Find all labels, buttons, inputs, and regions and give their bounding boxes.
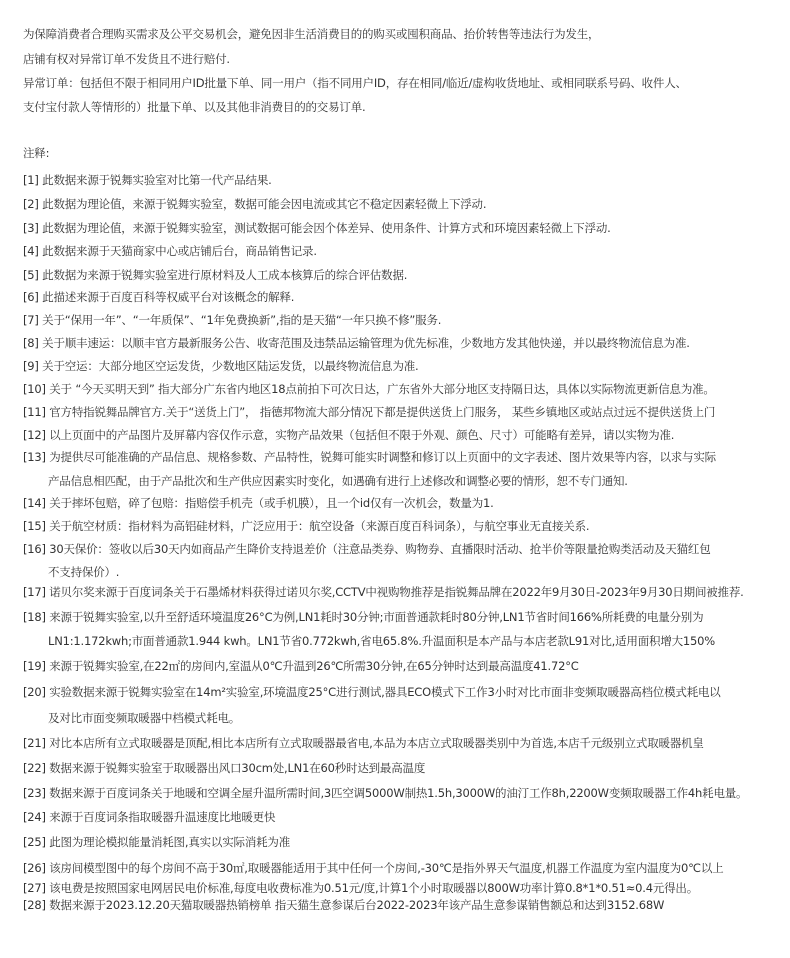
note-item: [14] 关于摔坏包赔，碎了包赔：指赔偿手机壳（或手机膜），且一个id仅有一次机会，数量为1.	[23, 496, 494, 510]
note-continuation: 及对比市面变频取暖器中档模式耗电。	[48, 711, 241, 725]
note-item: [12] 以上页面中的产品图片及屏幕内容仅作示意，实物产品效果（包括但不限于外观、颜色、尺寸）可能略有差异，请以实物为准.	[23, 428, 675, 442]
note-continuation: 不支持保价）.	[48, 565, 120, 579]
note-item: [10] 关于 “今天买明天到” 指大部分广东省内地区18点前拍下可次日达，广东省外大部分地区支持隔日达，具体以实际物流更新信息为准。	[23, 382, 715, 396]
note-item: [9] 关于空运：大部分地区空运发货，少数地区陆运发货，以最终物流信息为准.	[23, 359, 419, 373]
note-item: [13] 为提供尽可能准确的产品信息、规格参数、产品特性，锐舞可能实时调整和修订以上页面中的文字表述、图片效果等内容，以求与实际	[23, 450, 716, 464]
note-item: [23] 数据来源于百度词条关于地暖和空调全屋升温所需时间,3匹空调5000W制热1.5h,3000W的油汀工作8h,2200W变频取暖器工作4h耗电量。	[23, 786, 748, 800]
note-item: [22] 数据来源于锐舞实验室于取暖器出风口30cm处,LN1在60秒时达到最高温度	[23, 761, 426, 775]
note-item: [8] 关于顺丰速运：以顺丰官方最新服务公告、收寄范围及违禁品运输管理为优先标准，少数地方发其他快递，并以最终物流信息为准.	[23, 336, 690, 350]
note-item: [4] 此数据来源于天猫商家中心或店铺后台，商品销售记录.	[23, 244, 317, 258]
note-item: [26] 该房间模型图中的每个房间不高于30㎡,取暖器能适用于其中任何一个房间,-30℃是指外界天气温度,机器工作温度为室内温度为0℃以上	[23, 861, 724, 875]
note-item: [18] 来源于锐舞实验室,以升至舒适环境温度26°C为例,LN1耗时30分钟;市面普通款耗时80分钟,LN1节省时间166%所耗费的电量分别为	[23, 610, 704, 624]
intro-line: 异常订单：包括但不限于相同用户ID批量下单、同一用户（指不同用户ID，存在相同/临近/虚构收货地址、或相同联系号码、收件人、	[23, 76, 687, 90]
note-item: [25] 此图为理论模拟能量消耗图,真实以实际消耗为准	[23, 835, 291, 849]
note-item: [27] 该电费是按照国家电网居民电价标准,每度电收费标准为0.51元/度,计算1个小时取暖器以800W功率计算0.8*1*0.51≈0.4元得出。	[23, 881, 699, 895]
note-item: [20] 实验数据来源于锐舞实验室在14m²实验室,环境温度25°C进行测试,器具ECO模式下工作3小时对比市面非变频取暖器高档位模式耗电以	[23, 685, 721, 699]
notes-heading: 注释:	[23, 146, 50, 160]
note-item: [11] 官方特指锐舞品牌官方.关于“送货上门”， 指德邦物流大部分情况下都是提供送货上门服务， 某些乡镇地区或站点过远不提供送货上门	[23, 405, 716, 419]
note-continuation: LN1:1.172kwh;市面普通款1.944 kwh。LN1节省0.772kwh,省电65.8%.升温面积是本产品与本店老款L91对比,适用面积增大150%	[48, 634, 715, 648]
note-item: [24] 来源于百度词条指取暖器升温速度比地暖更快	[23, 810, 276, 824]
note-item: [16] 30天保价：签收以后30天内如商品产生降价支持退差价（注意品类券、购物券、直播限时活动、抢半价等限量抢购类活动及天猫红包	[23, 542, 711, 556]
note-item: [7] 关于“保用一年”、“一年质保”、“1年免费换新”,指的是天猫“一年只换不修”服务.	[23, 313, 442, 327]
note-item: [21] 对比本店所有立式取暖器是顶配,相比本店所有立式取暖器最省电,本品为本店立式取暖器类别中为首选,本店千元级别立式取暖器机皇	[23, 736, 704, 750]
note-item: [19] 来源于锐舞实验室,在22㎡的房间内,室温从0℃升温到26℃所需30分钟,在65分钟时达到最高温度41.72°C	[23, 659, 579, 673]
note-item: [28] 数据来源于2023.12.20天猫取暖器热销榜单 指天猫生意参谋后台2022-2023年该产品生意参谋销售额总和达到3152.68W	[23, 898, 665, 912]
intro-line: 店铺有权对异常订单不发货且不进行赔付.	[23, 52, 230, 66]
note-item: [2] 此数据为理论值，来源于锐舞实验室，数据可能会因电流或其它不稳定因素轻微上下浮动.	[23, 197, 487, 211]
note-continuation: 产品信息相匹配，由于产品批次和生产供应因素实时变化，如遇确有进行上述修改和调整必要的情形，恕不专门通知.	[48, 474, 628, 488]
note-item: [17] 诺贝尔奖来源于百度词条关于石墨烯材料获得过诺贝尔奖,CCTV中视购物推荐是指锐舞品牌在2022年9月30日-2023年9月30日期间被推荐.	[23, 585, 744, 599]
intro-line: 支付宝付款人等情形的）批量下单、以及其他非消费目的的交易订单.	[23, 100, 366, 114]
intro-line: 为保障消费者合理购买需求及公平交易机会，避免因非生活消费目的的购买或囤积商品、抬价转售等违法行为发生，	[23, 27, 600, 41]
note-item: [5] 此数据为来源于锐舞实验室进行原材料及人工成本核算后的综合评估数据.	[23, 268, 408, 282]
note-item: [15] 关于航空材质：指材料为高铝硅材料，广泛应用于：航空设备（来源百度百科词条），与航空事业无直接关系.	[23, 519, 590, 533]
note-item: [1] 此数据来源于锐舞实验室对比第一代产品结果.	[23, 173, 272, 187]
note-item: [6] 此描述来源于百度百科等权威平台对该概念的解释.	[23, 290, 295, 304]
note-item: [3] 此数据为理论值，来源于锐舞实验室，测试数据可能会因个体差异、使用条件、计算方式和环境因素轻微上下浮动.	[23, 221, 611, 235]
